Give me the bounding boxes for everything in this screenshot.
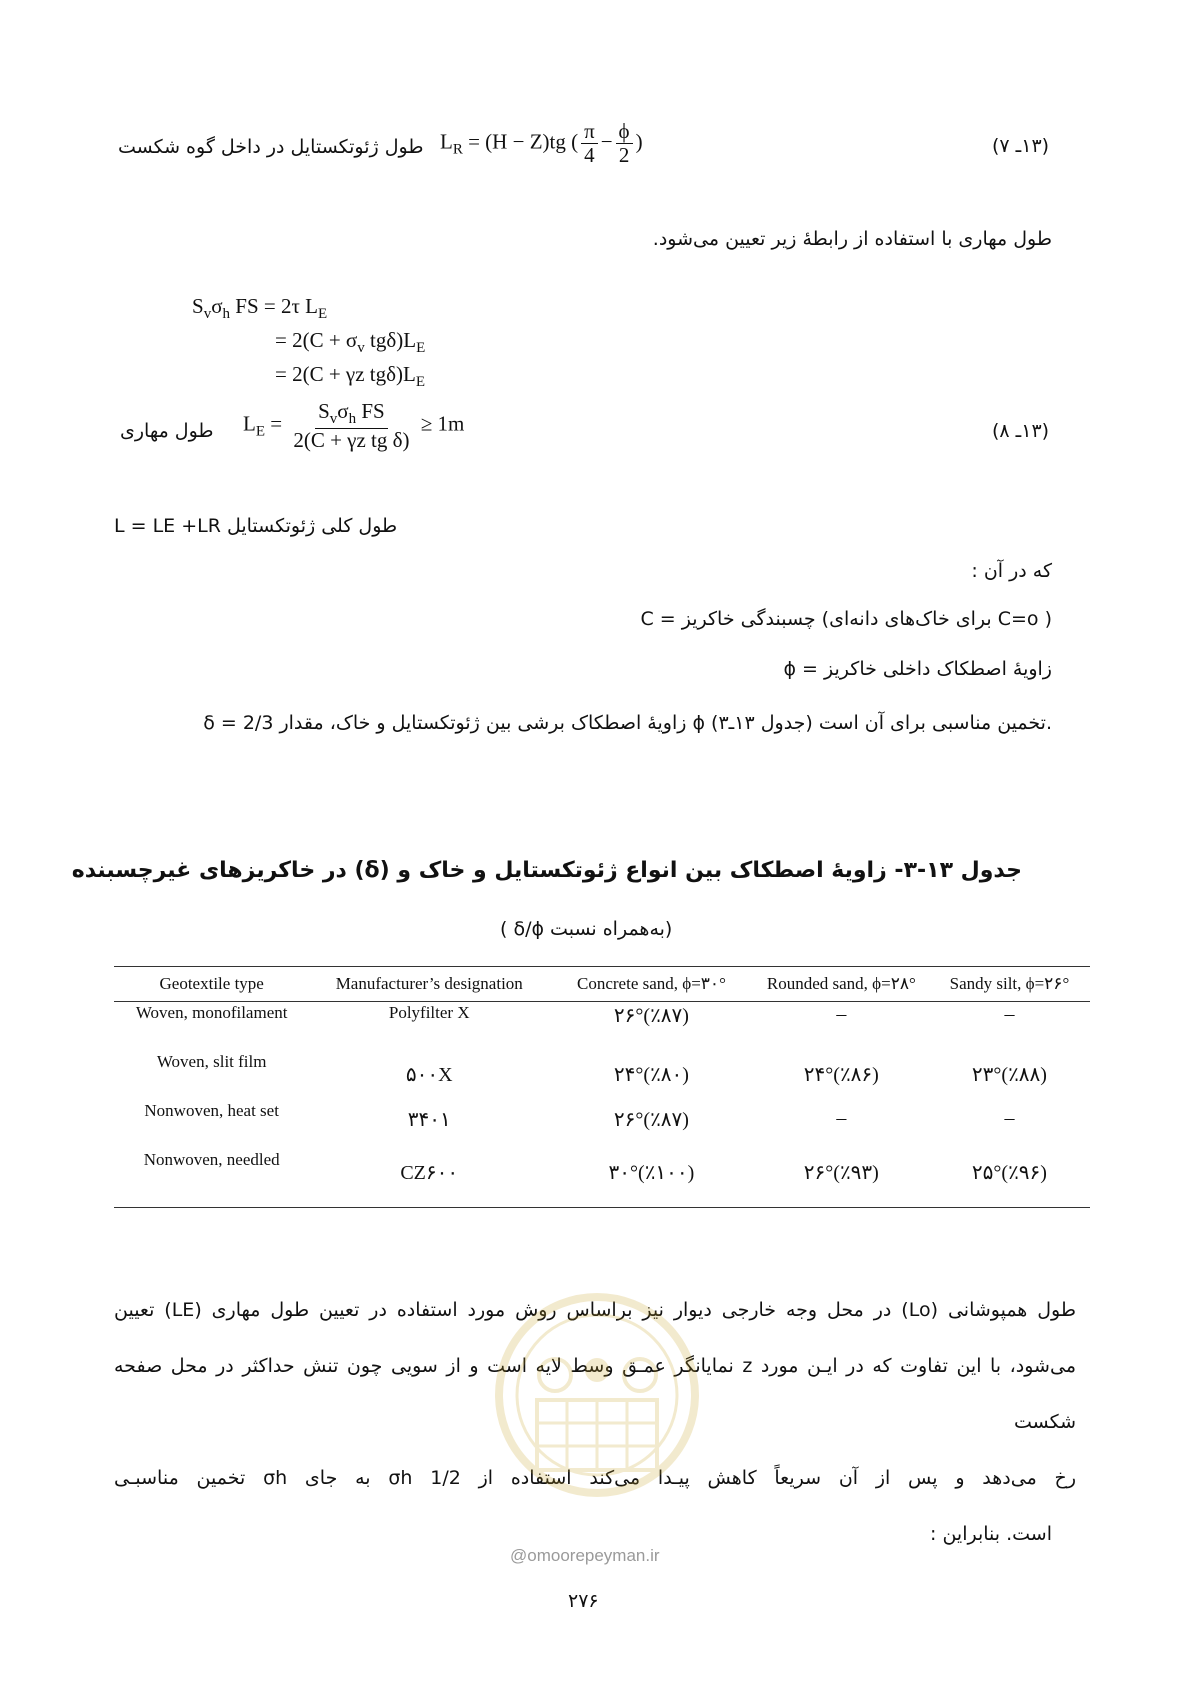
cell-rounded-sand bbox=[754, 1051, 929, 1100]
def-c: C = چسبندگی خاکریز (برای خاک‌های دانه‌ای C=o ) bbox=[640, 608, 1052, 630]
cell-type: Woven, monofilament bbox=[135, 1003, 288, 1022]
cell-type: Nonwoven, needled bbox=[114, 1149, 309, 1208]
total-length: طول کلی ژئوتکستایل L = LE +LR bbox=[114, 515, 398, 537]
cell-value: – bbox=[1004, 1107, 1015, 1129]
cell-sandy-silt bbox=[929, 1002, 1090, 1052]
table-row bbox=[114, 1149, 1090, 1208]
cell-designation bbox=[309, 1051, 549, 1100]
overlap-paragraph bbox=[114, 1282, 1076, 1562]
def-phi: ϕ = زاویهٔ اصطکاک داخلی خاکریز bbox=[783, 658, 1052, 680]
cell-value: ۲۶°(٪۸۷) bbox=[613, 1109, 689, 1131]
cell-rounded-sand bbox=[754, 1100, 929, 1149]
cell-concrete-sand bbox=[549, 1100, 754, 1149]
cell-value: ۲۵°(٪۹۶) bbox=[971, 1162, 1047, 1184]
eq7-number: (۱۳ـ ۷) bbox=[992, 135, 1050, 157]
eq8-line-3: = 2(C + γz $tg\delta)L_E$ bbox=[275, 362, 426, 390]
header-sandy-silt: Sandy silt, ϕ=۲۶° bbox=[929, 967, 1090, 1002]
eq7-label: طول ژئوتکستایل در داخل گوه شکست bbox=[118, 136, 424, 158]
eq8-line-2: = $2(C + \sigma_v$ $tg\delta)L_E$ bbox=[275, 328, 426, 356]
cell-sandy-silt bbox=[929, 1100, 1090, 1149]
header-concrete-sand: Concrete sand, ϕ=۳۰° bbox=[549, 967, 754, 1002]
cell-rounded-sand bbox=[754, 1002, 929, 1052]
where-label: که در آن : bbox=[971, 560, 1052, 582]
cell-concrete-sand bbox=[549, 1149, 754, 1208]
header-rounded-sand: Rounded sand, ϕ=۲۸° bbox=[754, 967, 929, 1002]
table-header-row bbox=[114, 967, 1090, 1002]
body-line-2: می‌شود، با این تفاوت که در ایـن مورد z نمایانگر عمـق وسط لایه است و از سویی چون تنش حداکثر در محل صفحه شکست bbox=[114, 1355, 1076, 1433]
table-subtitle: (به‌همراه نسبت δ/ϕ ) bbox=[500, 918, 673, 940]
cell-sandy-silt bbox=[929, 1149, 1090, 1208]
eq8-number: (۱۳ـ ۸) bbox=[992, 420, 1050, 442]
cell-value: CZ۶۰۰ bbox=[400, 1162, 459, 1184]
cell-designation bbox=[309, 1149, 549, 1208]
eq7-formula: $L_R = (H - Z)tg$ ( $\frac{\pi}{4}$ − $\frac{\phi}{2}$ ) bbox=[440, 119, 643, 168]
cell-value: ۲۶°(٪۸۷) bbox=[613, 1005, 689, 1027]
cell-concrete-sand bbox=[549, 1002, 754, 1052]
cell-value: ۳۴۰۱ bbox=[407, 1109, 451, 1131]
cell-value: ۵۰۰X bbox=[405, 1064, 453, 1086]
eq8-final: $L_E$ = $\frac{S_v\sigma_h FS}{\text{2(C + γz tg δ)}}$ ≥ 1m bbox=[243, 399, 465, 452]
cell-value: – bbox=[836, 1003, 847, 1025]
table-row bbox=[114, 1002, 1090, 1052]
page-number: ۲۷۶ bbox=[568, 1590, 599, 1612]
watermark-text: @omoorepeyman.ir bbox=[510, 1546, 660, 1565]
cell-designation bbox=[309, 1100, 549, 1149]
table-row bbox=[114, 1100, 1090, 1149]
cell-value: ۳۰°(٪۱۰۰) bbox=[608, 1162, 695, 1184]
table-title: جدول ۱۳-۳- زاویهٔ اصطکاک بین انواع ژئوتکستایل و خاک و (δ) در خاکریزهای غیرچسبنده bbox=[71, 858, 1022, 883]
cell-concrete-sand bbox=[549, 1051, 754, 1100]
body-line-4: است. بنابراین : bbox=[930, 1523, 1052, 1545]
cell-type: Nonwoven, heat set bbox=[144, 1101, 279, 1120]
cell-sandy-silt bbox=[929, 1051, 1090, 1100]
cell-rounded-sand bbox=[754, 1149, 929, 1208]
eq8-label: طول مهاری bbox=[120, 420, 214, 442]
def-delta: δ = زاویهٔ اصطکاک برشی بین ژئوتکستایل و خاک، مقدار 2/3 ϕ تخمین مناسبی برای آن است (جدول ۱۳ـ۳). bbox=[203, 712, 1052, 734]
cell-designation: Polyfilter X bbox=[388, 1003, 470, 1022]
cell-value: – bbox=[836, 1107, 847, 1129]
friction-angle-table bbox=[114, 966, 1090, 1208]
cell-value: ۲۶°(٪۹۳) bbox=[803, 1162, 879, 1184]
cell-type: Woven, slit film bbox=[156, 1052, 267, 1071]
eq8-line-1: $S_v\sigma_h$ FS = 2τ $L_E$ bbox=[192, 294, 328, 322]
anchorage-intro: طول مهاری با استفاده از رابطهٔ زیر تعیین می‌شود. bbox=[652, 228, 1052, 250]
cell-value: – bbox=[1004, 1003, 1015, 1025]
header-manufacturer: Manufacturer’s designation bbox=[309, 967, 549, 1002]
header-geotextile-type: Geotextile type bbox=[114, 967, 309, 1002]
cell-value: ۲۴°(٪۸۶) bbox=[803, 1064, 879, 1086]
cell-value: ۲۳°(٪۸۸) bbox=[971, 1064, 1047, 1086]
cell-value: ۲۴°(٪۸۰) bbox=[613, 1064, 689, 1086]
body-line-1: طول همپوشانی (Lo) در محل وجه خارجی دیوار نیز براساس روش مورد استفاده در تعیین طول مهاری (LE) تعیین bbox=[114, 1299, 1076, 1321]
body-line-3: رخ می‌دهد و پس از آن سریعاً کاهش پیـدا می‌کند استفاده از 1/2 σh به جای σh تخمین مناسبـی bbox=[114, 1467, 1076, 1489]
table-row bbox=[114, 1051, 1090, 1100]
